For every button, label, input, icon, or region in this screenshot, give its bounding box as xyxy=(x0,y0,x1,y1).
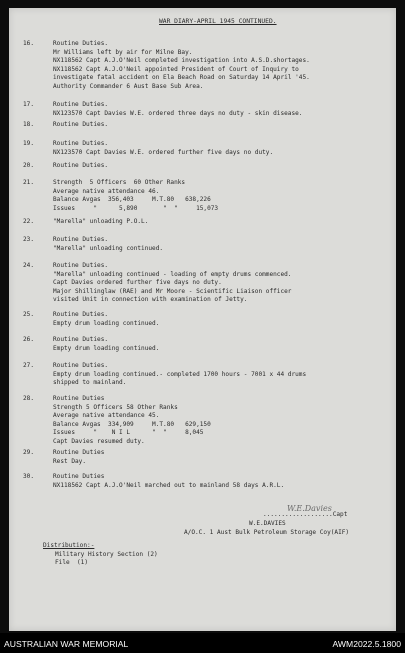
entry-day: 17. xyxy=(23,101,35,108)
entry-line: investigate fatal accident on Ela Beach Road on Saturday 14 April '45. xyxy=(53,74,310,82)
entry-line: Routine Duties. xyxy=(53,311,109,318)
handwritten-signature: W.E.Davies xyxy=(287,504,332,513)
signatory-name: W.E.DAVIES xyxy=(249,520,286,527)
entry-line: Empty drum loading continued.- completed 1700 hours - 7001 x 44 drums xyxy=(53,370,307,378)
entry-line: Empty drum loading continued. xyxy=(53,344,160,352)
entry-day: 27. xyxy=(23,362,35,369)
entry-line: "Marella" unloading P.O.L. xyxy=(53,218,149,225)
entry-day: 23. xyxy=(23,236,35,243)
entry-line: Routine Duties. xyxy=(53,140,109,147)
entry-day: 24. xyxy=(23,262,35,269)
entry-line: Routine Duties. xyxy=(53,101,109,108)
footer-reference: AWM2022.5.1800 xyxy=(332,639,401,649)
document-title: WAR DIARY-APRIL 1945 CONTINUED. xyxy=(159,18,277,25)
entry-line: Strength 5 Officers 60 Other Ranks xyxy=(53,179,186,186)
entry-line: Capt Davies resumed duty. xyxy=(53,437,145,445)
entry-line: shipped to mainland. xyxy=(53,379,127,387)
entry-line: Empty drum loading continued. xyxy=(53,319,160,327)
entry-day: 26. xyxy=(23,336,35,343)
entry-line: Capt Davies ordered further five days no duty. xyxy=(53,279,222,287)
entry-line: Mr Williams left by air for Milne Bay. xyxy=(53,48,193,56)
entry-day: 16. xyxy=(23,40,35,47)
entry-line: Balance Avgas 334,909 M.T.80 629,150 xyxy=(53,420,211,428)
entry-day: 25. xyxy=(23,311,35,318)
footer-source: AUSTRALIAN WAR MEMORIAL xyxy=(4,639,129,649)
entry-line: Average native attendance 45. xyxy=(53,412,160,420)
signature-line: ...................Capt xyxy=(263,511,348,518)
entry-line: "Marella" unloading continued - loading of empty drums commenced. xyxy=(53,270,292,278)
entry-line: Authority Commander 6 Aust Base Sub Area. xyxy=(53,82,204,90)
distribution-item: Military History Section (2) xyxy=(55,550,158,558)
entry-line: Routine Duties. xyxy=(53,262,109,269)
entry-line: Routine Duties. xyxy=(53,336,109,343)
entry-line: NX118562 Capt A.J.O'Neil marched out to mainland 58 days A.R.L. xyxy=(53,481,285,489)
entry-line: Balance Avgas 356,403 M.T.80 638,226 xyxy=(53,196,211,204)
entry-day: 19. xyxy=(23,140,35,147)
entry-line: Routine Duties. xyxy=(53,362,109,369)
entry-line: NX123570 Capt Davies W.E. ordered further five days no duty. xyxy=(53,148,274,156)
entry-line: Routine Duties. xyxy=(53,162,109,169)
entry-line: Routine Duties xyxy=(53,473,105,480)
entry-line: Routine Duties. xyxy=(53,121,109,128)
distribution-block xyxy=(43,542,158,568)
distribution-heading: Distribution:- xyxy=(43,542,95,549)
entry-line: Issues " 5,890 " " 15,073 xyxy=(53,204,219,212)
entry-day: 20. xyxy=(23,162,35,169)
entry-day: 18. xyxy=(23,121,35,128)
archive-footer xyxy=(0,633,405,653)
entry-day: 30. xyxy=(23,473,35,480)
entry-line: Average native attendance 46. xyxy=(53,187,160,195)
entry-line: visited Unit in connection with examination of Jetty. xyxy=(53,296,248,304)
entry-line: NX118562 Capt A.J.O'Neil completed investigation into A.S.D.shortages. xyxy=(53,57,310,65)
entry-line: Routine Duties. xyxy=(53,40,109,47)
entry-line: NX123570 Capt Davies W.E. ordered three days no duty - skin disease. xyxy=(53,109,303,117)
entry-line: NX118562 Capt A.J.O'Neil appointed President of Court of Inquiry to xyxy=(53,65,299,73)
entry-line: Routine Duties. xyxy=(53,236,109,243)
entry-day: 29. xyxy=(23,449,35,456)
signatory-unit: A/O.C. 1 Aust Bulk Petroleum Storage Coy(AIF) xyxy=(184,529,350,536)
entry-line: Routine Duties xyxy=(53,449,105,456)
entry-day: 28. xyxy=(23,395,35,402)
entry-day: 22. xyxy=(23,218,35,225)
entry-line: Rest Day. xyxy=(53,457,87,465)
distribution-item: File (1) xyxy=(55,559,89,567)
entry-line: Strength 5 Officers 58 Other Ranks xyxy=(53,403,178,411)
entry-day: 21. xyxy=(23,179,35,186)
entry-line: Routine Duties xyxy=(53,395,105,402)
entry-line: "Marella" unloading continued. xyxy=(53,244,164,252)
entry-line: Major Shillinglaw (RAE) and Mr Moore - Scientific Liaison officer xyxy=(53,287,292,295)
document-page xyxy=(9,8,396,631)
entry-line: Issues " N I L " " 8,045 xyxy=(53,429,204,437)
